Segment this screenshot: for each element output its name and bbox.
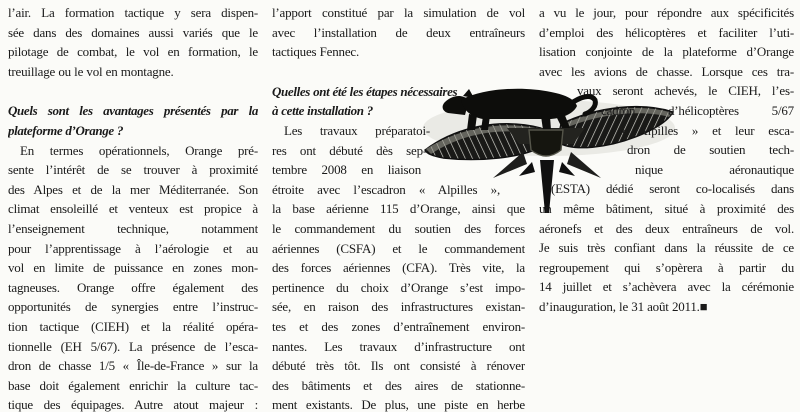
text-line: Les travaux préparatoi- bbox=[284, 122, 430, 138]
text-line: des Alpes et de la mer Méditerranée. Son bbox=[8, 181, 258, 197]
text-line: étroite avec l’escadron « Alpilles », bbox=[272, 181, 500, 197]
text-line: l’air. La formation tactique y sera dispen- bbox=[8, 5, 258, 20]
text-line: le commandement du soutien des forces bbox=[272, 220, 525, 236]
text-line: Quels sont les avantages présentés par la bbox=[8, 103, 258, 119]
text-line: sente l’intérêt de se trouver à proximité bbox=[8, 162, 258, 178]
text-line: tion tactique (CIEH) et la réalité opéra- bbox=[8, 318, 258, 334]
text-line: tagneuses. Orange offre également des bbox=[8, 279, 258, 295]
text-line: un même bâtiment, situé à proximité des bbox=[539, 200, 794, 216]
text-line: climat ensoleillé et venteux est propice à bbox=[8, 201, 258, 217]
text-line: à cette installation ? bbox=[272, 103, 373, 119]
text-line: avec l’installation de deux entraîneurs bbox=[272, 24, 525, 40]
text-line: l’apport constitué par la simulation de vol bbox=[272, 5, 525, 20]
text-line: « Alpilles » et leur esca- bbox=[619, 122, 794, 138]
text-line: plateforme d’Orange ? bbox=[8, 122, 124, 138]
text-line: d’emploi des hélicoptères et faciliter l’uti- bbox=[539, 24, 794, 40]
text-line: avec les avions de chasse. Lorsque ces tra- bbox=[539, 63, 794, 79]
text-line: pour l’apprentissage à l’aérologie et au bbox=[8, 240, 258, 256]
text-line: vol en limite de puissance en zones mon- bbox=[8, 260, 258, 276]
text-line: opportunités de synergies entre l’instruc- bbox=[8, 299, 258, 315]
column-left bbox=[8, 3, 258, 412]
text-line: nantes. Les travaux d’infrastructure ont bbox=[272, 338, 525, 354]
text-line: d’inauguration, le 31 août 2011.■ bbox=[539, 298, 708, 314]
text-line: tactiques Fennec. bbox=[272, 44, 360, 60]
text-line: débuté très tôt. Ils ont consisté à rénover bbox=[272, 358, 525, 374]
column-middle bbox=[272, 3, 525, 412]
text-line: tionnelle (EH 5/67). La présence de l’esca- bbox=[8, 338, 258, 354]
text-line: l’enseignement technique, notamment bbox=[8, 220, 258, 236]
text-line: a vu le jour, pour répondre aux spécificités bbox=[539, 5, 794, 20]
text-line: vaux seront achevés, le CIEH, l’es- bbox=[577, 83, 794, 99]
column-right bbox=[539, 3, 794, 317]
text-line: En termes opérationnels, Orange pré- bbox=[20, 142, 258, 158]
text-line: aériennes (CSFA) et le commandement bbox=[272, 240, 525, 256]
text-line: sée, en raison des infrastructures existan- bbox=[272, 299, 525, 315]
text-line: nique aéronautique bbox=[635, 161, 794, 177]
text-line: sée dans des domaines aussi variés que le bbox=[8, 24, 258, 40]
text-line: cadron d’hélicoptères 5/67 bbox=[601, 102, 794, 118]
text-line: pilotage de combat, le vol en formation, le bbox=[8, 44, 258, 60]
text-line: 14 juillet et s’achèvera avec la cérémonie bbox=[539, 279, 794, 295]
text-line: la base aérienne 115 d’Orange, ainsi que bbox=[272, 201, 525, 217]
text-line: dron de chasse 1/5 « Île-de-France » sur la bbox=[8, 358, 258, 374]
text-line: ment existants. De plus, une piste en herbe bbox=[272, 397, 525, 412]
text-line: lisation conjointe de la plateforme d’Orange bbox=[539, 44, 794, 60]
text-line: tique des équipages. Autre atout majeur : bbox=[8, 397, 258, 412]
text-line: base doit également enrichir la culture tac- bbox=[8, 377, 258, 393]
text-line: treuillage ou le vol en montagne. bbox=[8, 63, 174, 79]
text-line: des forces aériennes (CFA). Très vite, la bbox=[272, 260, 525, 276]
text-line: regroupement qui s’opèrera à partir du bbox=[539, 259, 794, 275]
text-line: des bâtiments et des aires de stationne- bbox=[272, 377, 525, 393]
text-line: aéronefs et des deux entraîneurs de vol. bbox=[539, 220, 794, 236]
text-line: (ESTA) dédié seront co-localisés dans bbox=[551, 181, 794, 197]
text-line: dron de soutien tech- bbox=[627, 142, 794, 158]
text-line: Quelles ont été les étapes nécessaires bbox=[272, 83, 458, 99]
text-line: res ont débuté dès sep- bbox=[272, 142, 427, 158]
text-line: tembre 2008 en liaison bbox=[272, 162, 421, 178]
text-line: Je suis très confiant dans la réussite de ce bbox=[539, 240, 794, 256]
text-line: tes et des zones d’entraînement environ- bbox=[272, 318, 525, 334]
text-line: pertinence du choix d’Orange s’est impo- bbox=[272, 279, 525, 295]
